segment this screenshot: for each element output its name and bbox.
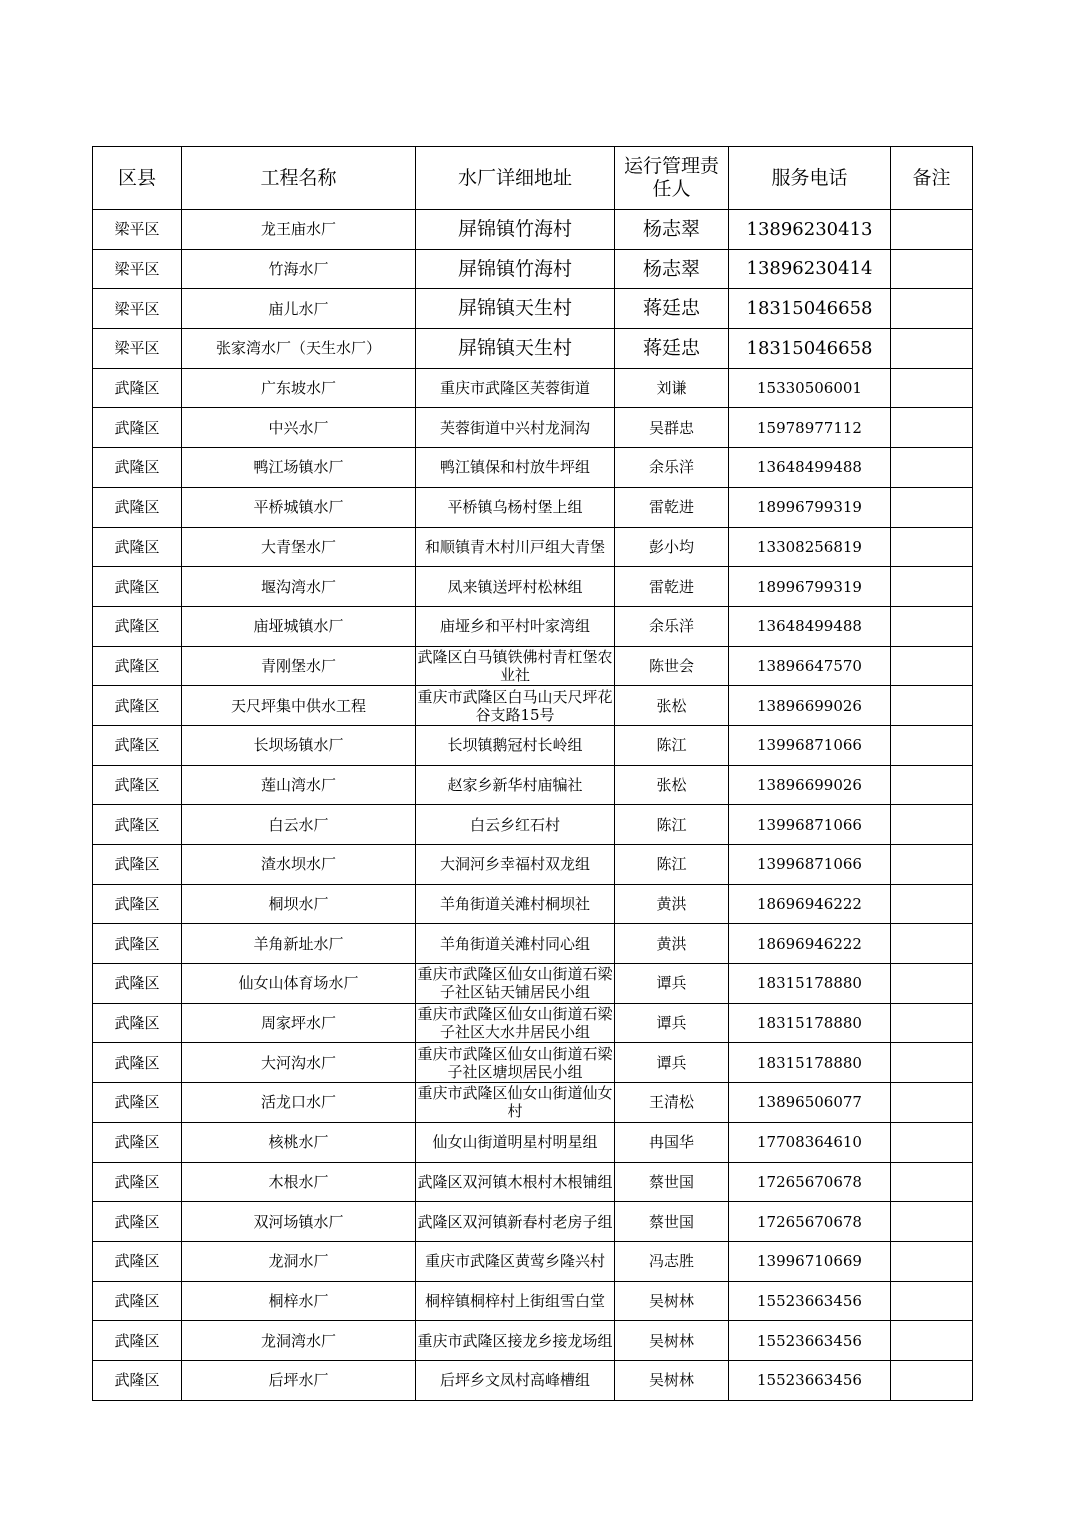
table-row xyxy=(93,964,973,1004)
project-cell: 中兴水厂 xyxy=(182,408,416,448)
district-cell: 武隆区 xyxy=(93,646,182,686)
phone-cell: 13996871066 xyxy=(729,725,891,765)
remark-cell xyxy=(891,884,973,924)
address-cell: 凤来镇送坪村松林组 xyxy=(416,567,615,607)
district-cell: 武隆区 xyxy=(93,1281,182,1321)
district-cell: 武隆区 xyxy=(93,884,182,924)
phone-cell: 18315178880 xyxy=(729,964,891,1004)
phone-cell: 13896647570 xyxy=(729,646,891,686)
manager-cell: 吴树林 xyxy=(615,1321,729,1361)
project-cell: 桐坝水厂 xyxy=(182,884,416,924)
district-cell: 武隆区 xyxy=(93,805,182,845)
remark-cell xyxy=(891,805,973,845)
remark-cell xyxy=(891,1360,973,1400)
phone-cell: 13648499488 xyxy=(729,606,891,646)
address-cell: 仙女山街道明星村明星组 xyxy=(416,1122,615,1162)
project-cell: 庙垭城镇水厂 xyxy=(182,606,416,646)
district-cell: 武隆区 xyxy=(93,964,182,1004)
table-row xyxy=(93,487,973,527)
phone-cell: 15330506001 xyxy=(729,368,891,408)
remark-cell xyxy=(891,765,973,805)
manager-cell: 王清松 xyxy=(615,1083,729,1123)
remark-cell xyxy=(891,1162,973,1202)
address-cell: 武隆区白马镇铁佛村青杠堡农业社 xyxy=(417,647,613,684)
remark-cell xyxy=(891,368,973,408)
district-cell: 梁平区 xyxy=(93,249,182,289)
remark-cell xyxy=(891,249,973,289)
project-cell: 青刚堡水厂 xyxy=(182,646,416,686)
address-cell: 鸭江镇保和村放牛坪组 xyxy=(416,448,615,488)
phone-cell: 13996871066 xyxy=(729,805,891,845)
manager-cell: 张松 xyxy=(615,686,729,726)
address-cell: 重庆市武隆区接龙乡接龙场组 xyxy=(416,1321,615,1361)
project-cell: 双河场镇水厂 xyxy=(182,1202,416,1242)
address-cell: 长坝镇鹅冠村长岭组 xyxy=(416,725,615,765)
phone-cell: 18315046658 xyxy=(729,329,891,369)
table-row xyxy=(93,1162,973,1202)
project-cell: 龙洞湾水厂 xyxy=(182,1321,416,1361)
table-row xyxy=(93,368,973,408)
remark-cell xyxy=(891,646,973,686)
district-cell: 武隆区 xyxy=(93,1003,182,1043)
remark-cell xyxy=(891,1202,973,1242)
table-row xyxy=(93,765,973,805)
remark-cell xyxy=(891,567,973,607)
project-cell: 庙儿水厂 xyxy=(182,289,416,329)
remark-cell xyxy=(891,210,973,250)
district-cell: 武隆区 xyxy=(93,725,182,765)
project-cell: 莲山湾水厂 xyxy=(182,765,416,805)
manager-cell: 陈江 xyxy=(615,805,729,845)
phone-cell: 15523663456 xyxy=(729,1321,891,1361)
project-cell: 桐梓水厂 xyxy=(182,1281,416,1321)
project-cell: 长坝场镇水厂 xyxy=(182,725,416,765)
district-cell: 武隆区 xyxy=(93,1202,182,1242)
table-row xyxy=(93,805,973,845)
manager-cell: 谭兵 xyxy=(615,1003,729,1043)
phone-cell: 15523663456 xyxy=(729,1281,891,1321)
project-cell: 羊角新址水厂 xyxy=(182,924,416,964)
table-row xyxy=(93,646,973,686)
table-row xyxy=(93,845,973,885)
remark-cell xyxy=(891,487,973,527)
project-cell: 竹海水厂 xyxy=(182,249,416,289)
header-row xyxy=(93,147,973,210)
project-cell: 天尺坪集中供水工程 xyxy=(182,686,416,726)
remark-cell xyxy=(891,329,973,369)
phone-cell: 13896230414 xyxy=(729,249,891,289)
district-cell: 武隆区 xyxy=(93,606,182,646)
phone-cell: 18696946222 xyxy=(729,924,891,964)
manager-cell: 吴群忠 xyxy=(615,408,729,448)
table-row xyxy=(93,1241,973,1281)
address-cell: 赵家乡新华村庙犏社 xyxy=(416,765,615,805)
phone-cell: 13996710669 xyxy=(729,1241,891,1281)
address-cell: 武隆区双河镇木根村木根铺组 xyxy=(416,1162,615,1202)
table-row xyxy=(93,686,973,726)
remark-cell xyxy=(891,289,973,329)
table-row xyxy=(93,725,973,765)
manager-cell: 蔡世国 xyxy=(615,1162,729,1202)
manager-cell: 蒋廷忠 xyxy=(615,289,729,329)
phone-cell: 18696946222 xyxy=(729,884,891,924)
phone-cell: 13896699026 xyxy=(729,765,891,805)
table-row xyxy=(93,289,973,329)
table-row xyxy=(93,448,973,488)
phone-cell: 13896699026 xyxy=(729,686,891,726)
remark-cell xyxy=(891,1321,973,1361)
header-address: 水厂详细地址 xyxy=(416,147,615,210)
table-row xyxy=(93,606,973,646)
manager-cell: 雷乾进 xyxy=(615,487,729,527)
project-cell: 堰沟湾水厂 xyxy=(182,567,416,607)
project-cell: 仙女山体育场水厂 xyxy=(182,964,416,1004)
water-plant-table xyxy=(92,146,973,1401)
district-cell: 武隆区 xyxy=(93,924,182,964)
manager-cell: 冯志胜 xyxy=(615,1241,729,1281)
address-cell: 羊角街道关滩村桐坝社 xyxy=(416,884,615,924)
table-row xyxy=(93,1321,973,1361)
project-cell: 白云水厂 xyxy=(182,805,416,845)
remark-cell xyxy=(891,686,973,726)
remark-cell xyxy=(891,1241,973,1281)
manager-cell: 陈世会 xyxy=(615,646,729,686)
manager-cell: 蔡世国 xyxy=(615,1202,729,1242)
manager-cell: 张松 xyxy=(615,765,729,805)
district-cell: 武隆区 xyxy=(93,1122,182,1162)
table-row xyxy=(93,1003,973,1043)
remark-cell xyxy=(891,606,973,646)
phone-cell: 18315178880 xyxy=(729,1003,891,1043)
phone-cell: 13896230413 xyxy=(729,210,891,250)
phone-cell: 18996799319 xyxy=(729,567,891,607)
table-row xyxy=(93,210,973,250)
table-row xyxy=(93,567,973,607)
address-cell: 重庆市武隆区仙女山街道石梁子社区大水井居民小组 xyxy=(417,1005,613,1042)
table-row xyxy=(93,924,973,964)
manager-cell: 谭兵 xyxy=(615,1043,729,1083)
table-row xyxy=(93,1083,973,1123)
manager-cell: 吴树林 xyxy=(615,1360,729,1400)
table-row xyxy=(93,408,973,448)
remark-cell xyxy=(891,527,973,567)
address-cell: 桐梓镇桐梓村上街组雪白堂 xyxy=(416,1281,615,1321)
header-phone: 服务电话 xyxy=(729,147,891,210)
remark-cell xyxy=(891,1003,973,1043)
district-cell: 武隆区 xyxy=(93,487,182,527)
remark-cell xyxy=(891,964,973,1004)
table-row xyxy=(93,1360,973,1400)
table-row xyxy=(93,884,973,924)
district-cell: 武隆区 xyxy=(93,1241,182,1281)
manager-cell: 陈江 xyxy=(615,845,729,885)
address-cell: 屏锦镇竹海村 xyxy=(416,249,615,289)
district-cell: 武隆区 xyxy=(93,368,182,408)
district-cell: 武隆区 xyxy=(93,686,182,726)
address-cell: 重庆市武隆区芙蓉街道 xyxy=(416,368,615,408)
district-cell: 梁平区 xyxy=(93,289,182,329)
address-cell: 武隆区双河镇新春村老房子组 xyxy=(416,1202,615,1242)
header-manager: 运行管理责任人 xyxy=(615,147,729,210)
phone-cell: 17265670678 xyxy=(729,1202,891,1242)
project-cell: 木根水厂 xyxy=(182,1162,416,1202)
remark-cell xyxy=(891,924,973,964)
manager-cell: 彭小均 xyxy=(615,527,729,567)
project-cell: 周家坪水厂 xyxy=(182,1003,416,1043)
address-cell: 屏锦镇竹海村 xyxy=(416,210,615,250)
manager-cell: 雷乾进 xyxy=(615,567,729,607)
project-cell: 龙洞水厂 xyxy=(182,1241,416,1281)
project-cell: 张家湾水厂（天生水厂） xyxy=(182,329,416,369)
phone-cell: 13308256819 xyxy=(729,527,891,567)
manager-cell: 刘谦 xyxy=(615,368,729,408)
manager-cell: 黄洪 xyxy=(615,884,729,924)
manager-cell: 谭兵 xyxy=(615,964,729,1004)
table-row xyxy=(93,1043,973,1083)
remark-cell xyxy=(891,1043,973,1083)
phone-cell: 18315178880 xyxy=(729,1043,891,1083)
district-cell: 武隆区 xyxy=(93,1360,182,1400)
project-cell: 广东坡水厂 xyxy=(182,368,416,408)
district-cell: 武隆区 xyxy=(93,1043,182,1083)
project-cell: 活龙口水厂 xyxy=(182,1083,416,1123)
manager-cell: 黄洪 xyxy=(615,924,729,964)
table-row xyxy=(93,1281,973,1321)
manager-cell: 杨志翠 xyxy=(615,249,729,289)
address-cell: 白云乡红石村 xyxy=(416,805,615,845)
address-cell: 重庆市武隆区仙女山街道仙女村 xyxy=(417,1084,613,1121)
manager-cell: 吴树林 xyxy=(615,1281,729,1321)
remark-cell xyxy=(891,1122,973,1162)
manager-cell: 杨志翠 xyxy=(615,210,729,250)
district-cell: 武隆区 xyxy=(93,1321,182,1361)
address-cell: 和顺镇青木村川戸组大青堡 xyxy=(416,527,615,567)
manager-cell: 余乐洋 xyxy=(615,606,729,646)
address-cell: 屏锦镇天生村 xyxy=(416,329,615,369)
project-cell: 龙王庙水厂 xyxy=(182,210,416,250)
district-cell: 武隆区 xyxy=(93,845,182,885)
project-cell: 大河沟水厂 xyxy=(182,1043,416,1083)
remark-cell xyxy=(891,845,973,885)
district-cell: 梁平区 xyxy=(93,210,182,250)
district-cell: 武隆区 xyxy=(93,765,182,805)
phone-cell: 13996871066 xyxy=(729,845,891,885)
project-cell: 平桥城镇水厂 xyxy=(182,487,416,527)
project-cell: 后坪水厂 xyxy=(182,1360,416,1400)
district-cell: 武隆区 xyxy=(93,527,182,567)
district-cell: 武隆区 xyxy=(93,567,182,607)
manager-cell: 陈江 xyxy=(615,725,729,765)
address-cell: 重庆市武隆区黄莺乡隆兴村 xyxy=(416,1241,615,1281)
address-cell: 重庆市武隆区白马山天尺坪花谷支路15号 xyxy=(417,687,613,724)
address-cell: 重庆市武隆区仙女山街道石梁子社区钻天铺居民小组 xyxy=(417,965,613,1002)
district-cell: 武隆区 xyxy=(93,448,182,488)
address-cell: 大洞河乡幸福村双龙组 xyxy=(416,845,615,885)
header-project: 工程名称 xyxy=(182,147,416,210)
table-row xyxy=(93,249,973,289)
table-row xyxy=(93,329,973,369)
district-cell: 武隆区 xyxy=(93,408,182,448)
phone-cell: 15523663456 xyxy=(729,1360,891,1400)
manager-cell: 蒋廷忠 xyxy=(615,329,729,369)
phone-cell: 18315046658 xyxy=(729,289,891,329)
remark-cell xyxy=(891,1281,973,1321)
phone-cell: 13896506077 xyxy=(729,1083,891,1123)
district-cell: 武隆区 xyxy=(93,1083,182,1123)
remark-cell xyxy=(891,1083,973,1123)
project-cell: 鸭江场镇水厂 xyxy=(182,448,416,488)
phone-cell: 17708364610 xyxy=(729,1122,891,1162)
header-district: 区县 xyxy=(93,147,182,210)
phone-cell: 13648499488 xyxy=(729,448,891,488)
project-cell: 渣水坝水厂 xyxy=(182,845,416,885)
district-cell: 梁平区 xyxy=(93,329,182,369)
header-remark: 备注 xyxy=(891,147,973,210)
address-cell: 平桥镇乌杨村堡上组 xyxy=(416,487,615,527)
table-row xyxy=(93,1122,973,1162)
district-cell: 武隆区 xyxy=(93,1162,182,1202)
manager-cell: 余乐洋 xyxy=(615,448,729,488)
remark-cell xyxy=(891,725,973,765)
address-cell: 羊角街道关滩村同心组 xyxy=(416,924,615,964)
manager-cell: 冉国华 xyxy=(615,1122,729,1162)
table-row xyxy=(93,527,973,567)
phone-cell: 15978977112 xyxy=(729,408,891,448)
address-cell: 后坪乡文凤村高峰槽组 xyxy=(416,1360,615,1400)
address-cell: 庙垭乡和平村叶家湾组 xyxy=(416,606,615,646)
address-cell: 重庆市武隆区仙女山街道石梁子社区塘坝居民小组 xyxy=(417,1044,613,1081)
project-cell: 大青堡水厂 xyxy=(182,527,416,567)
phone-cell: 17265670678 xyxy=(729,1162,891,1202)
address-cell: 芙蓉街道中兴村龙洞沟 xyxy=(416,408,615,448)
address-cell: 屏锦镇天生村 xyxy=(416,289,615,329)
phone-cell: 18996799319 xyxy=(729,487,891,527)
project-cell: 核桃水厂 xyxy=(182,1122,416,1162)
remark-cell xyxy=(891,448,973,488)
remark-cell xyxy=(891,408,973,448)
table-row xyxy=(93,1202,973,1242)
